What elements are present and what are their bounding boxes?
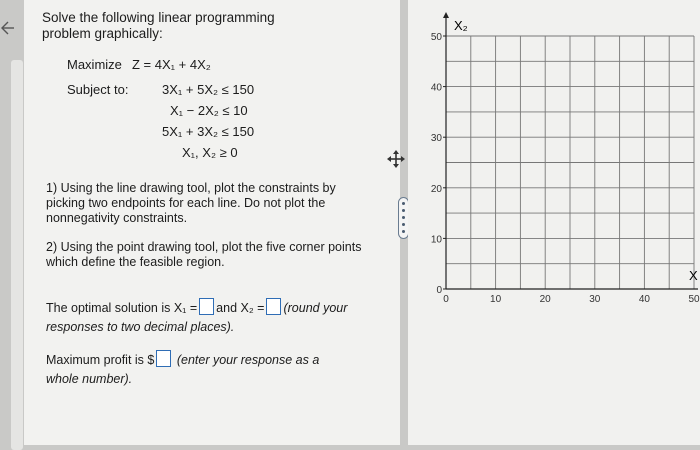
optimal-solution-line: [46, 298, 366, 316]
graph-panel[interactable]: [408, 0, 700, 445]
x-tick-label: 0: [443, 294, 449, 305]
y-tick-label: 20: [430, 183, 442, 195]
x-tick-label: 30: [589, 294, 601, 305]
x-tick-label: 10: [490, 294, 502, 305]
optimal-solution-text: The optimal solution is X₁ =: [46, 301, 198, 315]
instruction-1-line-1: 1) Using the line drawing tool, plot the constraints by: [46, 181, 336, 195]
whole-number-note-continued: whole number).: [46, 372, 133, 386]
constraint-1: 3X₁ + 5X₂ ≤ 150: [162, 82, 255, 97]
constraint-2: X₁ − 2X₂ ≤ 10: [170, 103, 248, 118]
subject-to-label: Subject to:: [67, 82, 129, 97]
x-axis-label: X: [689, 268, 698, 283]
instruction-2: [46, 240, 366, 270]
y-tick-label: 10: [430, 234, 442, 246]
whole-number-note: (enter your response as a: [176, 353, 320, 367]
x2-answer-input[interactable]: [266, 298, 281, 315]
y-tick-label: 30: [430, 133, 442, 145]
instruction-2-line-1: 2) Using the point drawing tool, plot the five corner points: [46, 240, 362, 254]
round-note: (round your: [283, 301, 348, 315]
round-note-continued: responses to two decimal places).: [46, 320, 235, 334]
y-axis-label: X₂: [454, 18, 468, 33]
maximize-label: Maximize: [67, 57, 122, 72]
instruction-1-line-2: picking two endpoints for each line. Do not plot the: [46, 196, 326, 210]
instruction-2-line-2: which define the feasible region.: [46, 255, 225, 269]
instruction-1-line-3: nonnegativity constraints.: [46, 211, 188, 225]
x1-answer-input[interactable]: [199, 298, 214, 315]
y-tick-label: 0: [436, 285, 442, 296]
prompt-line-2: problem graphically:: [42, 26, 163, 41]
back-arrow-icon[interactable]: [0, 18, 16, 38]
max-profit-text: Maximum profit is $: [46, 353, 155, 367]
nonnegativity-constraint: X₁, X₂ ≥ 0: [182, 145, 238, 160]
prompt-line-1: Solve the following linear programming: [42, 10, 275, 25]
problem-prompt: [42, 10, 302, 42]
and-x2-text: and X₂ =: [216, 301, 265, 315]
objective-function: Z = 4X₁ + 4X₂: [132, 57, 211, 72]
y-tick-label: 40: [430, 82, 442, 94]
max-profit-line: [46, 350, 366, 368]
left-scroll-strip: [11, 60, 23, 450]
instruction-1: [46, 181, 366, 226]
max-profit-input[interactable]: [156, 350, 171, 367]
x-tick-label: 50: [688, 294, 700, 305]
move-cross-icon[interactable]: [387, 150, 405, 168]
y-tick-label: 50: [430, 32, 442, 43]
x-tick-label: 40: [638, 294, 650, 305]
constraint-3: 5X₁ + 3X₂ ≤ 150: [162, 124, 255, 139]
x-tick-label: 20: [539, 294, 551, 305]
question-panel: [24, 0, 400, 445]
